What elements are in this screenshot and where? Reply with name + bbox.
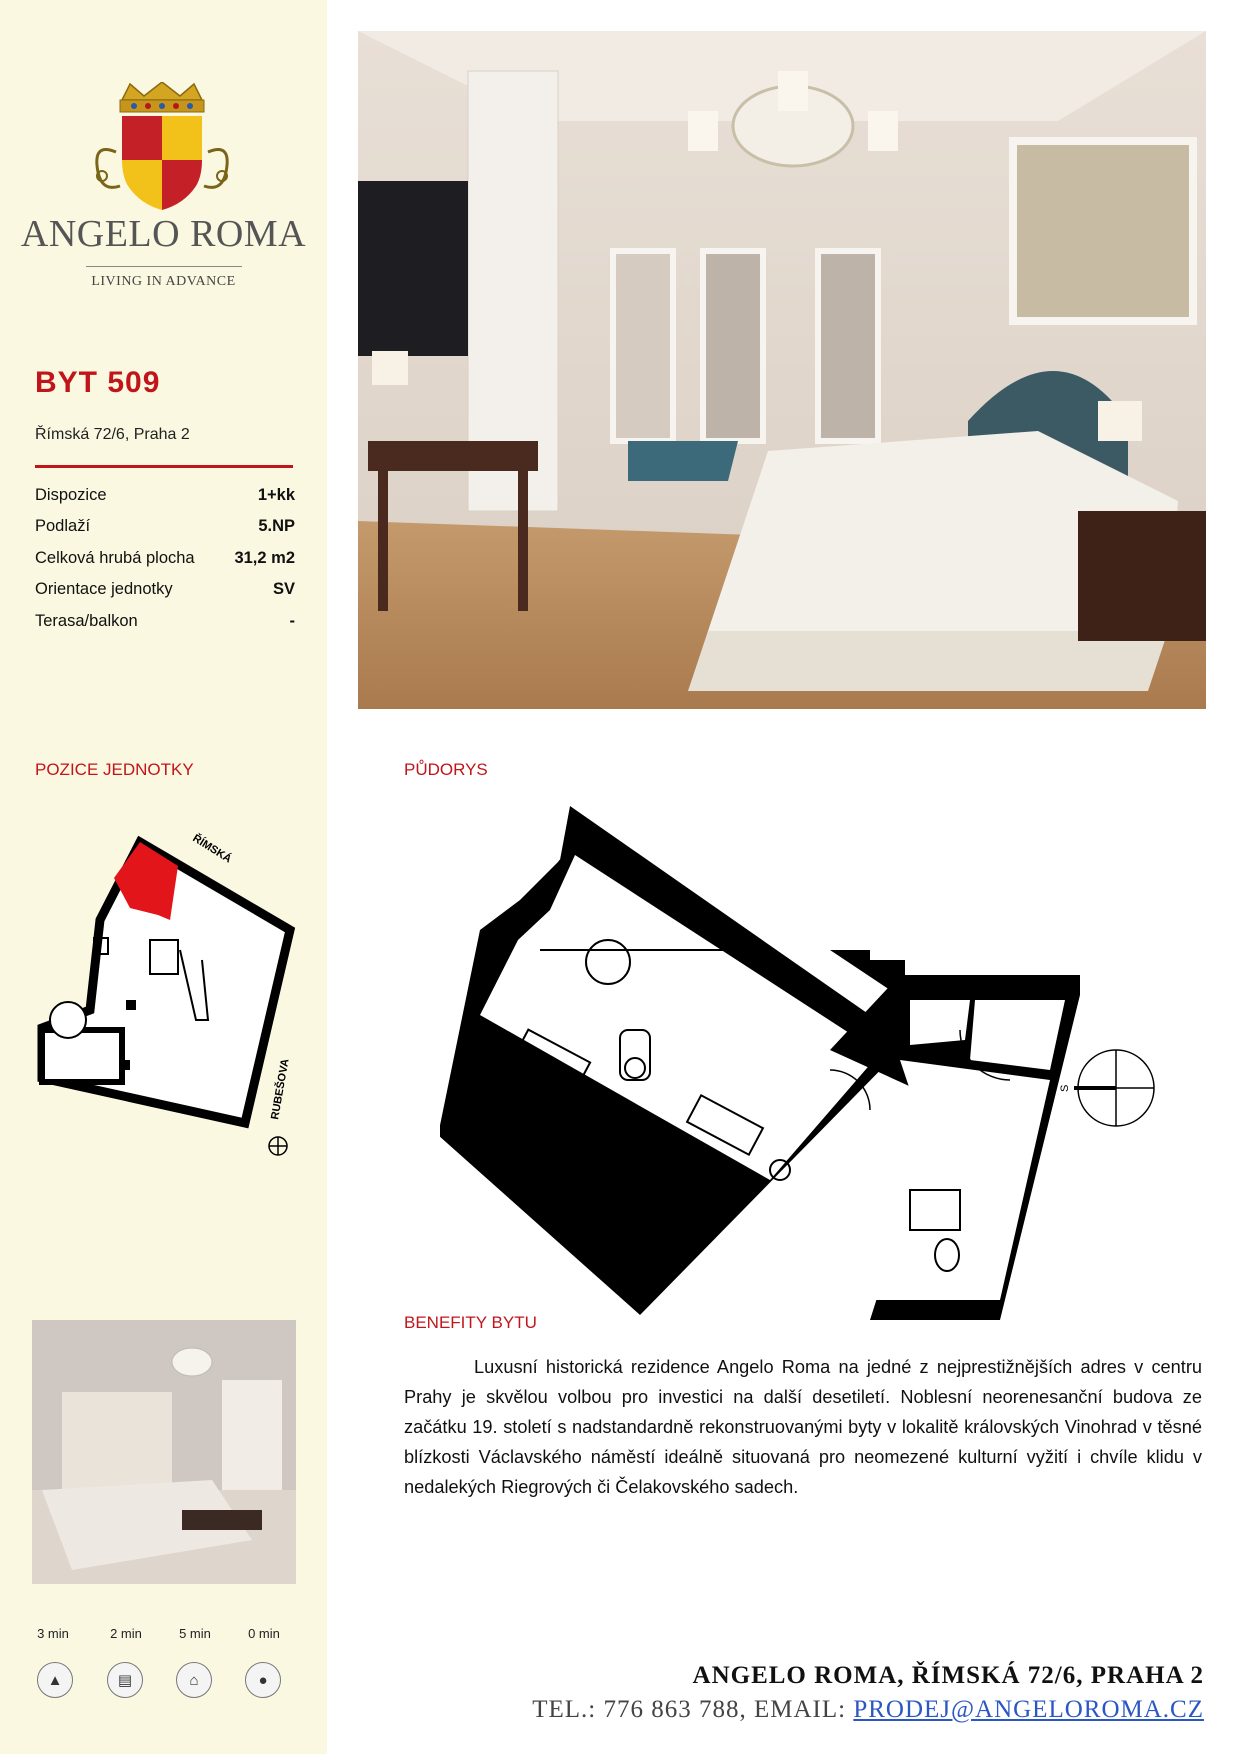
spec-label: Podlaží <box>35 517 91 535</box>
shopping-cart-icon: ⌂ <box>176 1662 212 1698</box>
amenity-time: 2 min <box>110 1626 142 1641</box>
footer-address: ANGELO ROMA, ŘÍMSKÁ 72/6, PRAHA 2 <box>692 1662 1204 1689</box>
amenity-time: 0 min <box>248 1626 280 1641</box>
floorplan-heading: PŮDORYS <box>404 760 488 779</box>
spec-row <box>35 580 295 599</box>
bedroom-photo <box>358 31 1206 709</box>
title-divider <box>35 465 293 468</box>
unit-address: Římská 72/6, Praha 2 <box>35 426 190 443</box>
position-heading: POZICE JEDNOTKY <box>35 760 194 779</box>
compass-label: S <box>1059 1084 1071 1092</box>
spec-label: Celková hrubá plocha <box>35 549 195 567</box>
brand-tagline: LIVING IN ADVANCE <box>91 274 236 289</box>
footer-contact: TEL.: 776 863 788, EMAIL: PRODEJ@ANGELOROMA.CZ <box>532 1696 1204 1723</box>
spec-value: 31,2 m2 <box>234 549 295 567</box>
spec-row <box>35 549 295 568</box>
spec-value: 1+kk <box>257 486 295 504</box>
brand-name: ANGELO ROMA <box>20 213 307 255</box>
unit-title: BYT 509 <box>35 366 161 399</box>
benefits-heading: BENEFITY BYTU <box>404 1313 537 1332</box>
tram-icon: ▤ <box>107 1662 143 1698</box>
spec-label: Dispozice <box>35 486 107 504</box>
spec-label: Terasa/balkon <box>35 612 138 630</box>
crest-logo-icon <box>72 82 252 222</box>
spec-label: Orientace jednotky <box>35 580 173 598</box>
spec-value: SV <box>272 580 295 598</box>
park-icon: ▲ <box>37 1662 73 1698</box>
amenity-time: 3 min <box>37 1626 69 1641</box>
spec-value: 5.NP <box>258 517 295 535</box>
benefits-text: Luxusní historická rezidence Angelo Roma na jedné z nejprestižnějších adres v centru Prahy je skvělou volbou pro investici na další desetiletí. Noblesní neorenesanční budova ze začátku 19. století s nadstandardně rekonstruovanými byty v lokalitě královských Vinohrad v těsné blízkosti Václavského náměstí ideálně situovaná pro neomezené kulturní vyžití i chvíle klidu v nedalekých Riegrových či Čelakovského sadech. <box>404 1357 1202 1497</box>
email-link[interactable]: PRODEJ@ANGELOROMA.CZ <box>853 1696 1204 1723</box>
spec-row <box>35 612 295 631</box>
street-label: RUBEŠOVA <box>269 1057 292 1121</box>
spec-row <box>35 486 295 505</box>
center-dot-icon: ● <box>245 1662 281 1698</box>
spec-value: - <box>289 612 295 630</box>
second-bedroom-photo <box>32 1320 296 1584</box>
street-label: ŘÍMSKÁ <box>190 832 234 866</box>
amenity-time: 5 min <box>179 1626 211 1641</box>
logo-divider <box>86 266 242 267</box>
spec-row <box>35 517 295 536</box>
site-map <box>30 820 300 1160</box>
compass-icon <box>1052 1046 1162 1136</box>
